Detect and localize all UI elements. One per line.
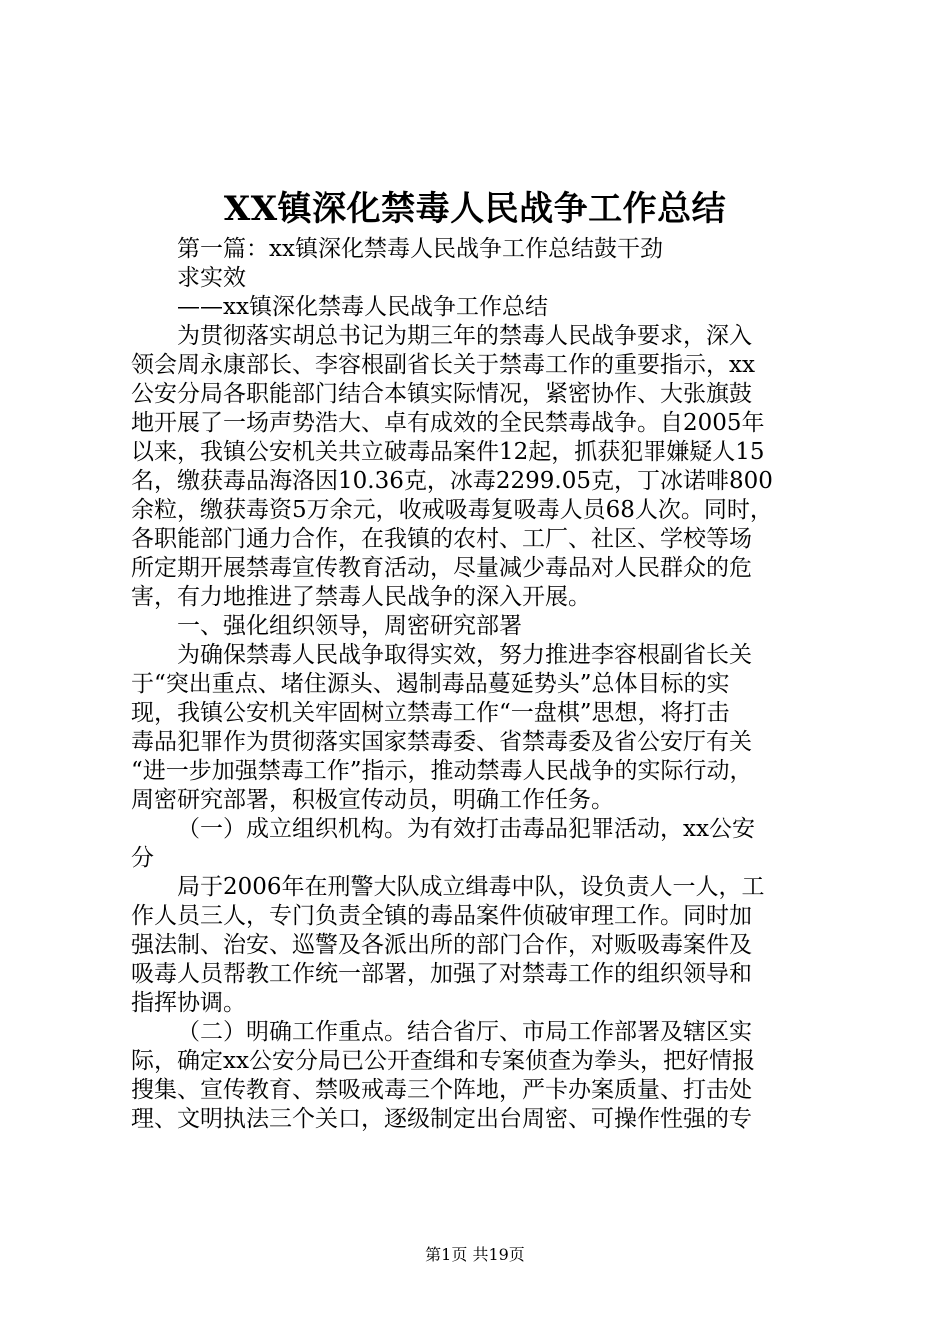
text-line: 搜集、宣传教育、禁吸戒毒三个阵地，严卡办案质量、打击处 [131, 1077, 752, 1103]
text-line: 于“突出重点、堵住源头、遏制毒品蔓延势头”总体目标的实 [131, 671, 730, 697]
text-line: 强法制、治安、巡警及各派出所的部门合作，对贩吸毒案件及 [131, 932, 752, 958]
text-line: 现，我镇公安机关牢固树立禁毒工作“一盘棋”思想，将打击 [131, 700, 730, 726]
document-title: XX镇深化禁毒人民战争工作总结 [223, 189, 727, 229]
text-line: 求实效 [177, 265, 246, 291]
text-line: 为贯彻落实胡总书记为期三年的禁毒人民战争要求，深入 [177, 323, 752, 349]
text-line: 指挥协调。 [131, 990, 246, 1016]
text-line: 分 [131, 845, 154, 871]
text-line: 各职能部门通力合作，在我镇的农村、工厂、社区、学校等场 [131, 526, 752, 552]
text-line: 理、文明执法三个关口，逐级制定出台周密、可操作性强的专 [131, 1106, 752, 1132]
page-footer: 第1页 共19页 [425, 1245, 525, 1264]
text-line: 害，有力地推进了禁毒人民战争的深入开展。 [131, 584, 591, 610]
text-line: 局于2006年在刑警大队成立缉毒中队，设负责人一人，工 [177, 874, 765, 900]
text-line: 地开展了一场声势浩大、卓有成效的全民禁毒战争。自2005年 [131, 410, 765, 436]
text-line: 周密研究部署，积极宣传动员，明确工作任务。 [131, 787, 614, 813]
text-line: 第一篇：xx镇深化禁毒人民战争工作总结鼓干劲 [177, 236, 663, 262]
text-line: 公安分局各职能部门结合本镇实际情况，紧密协作、大张旗鼓 [131, 381, 752, 407]
text-line: ——xx镇深化禁毒人民战争工作总结 [177, 294, 548, 320]
text-line: 余粒，缴获毒资5万余元，收戒吸毒复吸毒人员68人次。同时， [131, 497, 773, 523]
text-line: （一）成立组织机构。为有效打击毒品犯罪活动，xx公安 [177, 816, 755, 842]
text-line: 作人员三人，专门负责全镇的毒品案件侦破审理工作。同时加 [131, 903, 752, 929]
text-line: （二）明确工作重点。结合省厅、市局工作部署及辖区实 [177, 1019, 752, 1045]
text-line: 以来，我镇公安机关共立破毒品案件12起，抓获犯罪嫌疑人15 [131, 439, 765, 465]
text-line: 领会周永康部长、李容根副省长关于禁毒工作的重要指示，xx [131, 352, 755, 378]
text-line: 名，缴获毒品海洛因10.36克，冰毒2299.05克，丁冰诺啡800 [131, 468, 773, 494]
text-line: 毒品犯罪作为贯彻落实国家禁毒委、省禁毒委及省公安厅有关 [131, 729, 752, 755]
text-line: 际，确定xx公安分局已公开查缉和专案侦查为拳头，把好情报 [131, 1048, 755, 1074]
document-body [131, 235, 831, 1134]
text-line: 一、强化组织领导，周密研究部署 [177, 613, 522, 639]
text-line: 为确保禁毒人民战争取得实效，努力推进李容根副省长关 [177, 642, 752, 668]
text-line: 吸毒人员帮教工作统一部署，加强了对禁毒工作的组织领导和 [131, 961, 752, 987]
text-line: 所定期开展禁毒宣传教育活动，尽量减少毒品对人民群众的危 [131, 555, 752, 581]
text-line: “进一步加强禁毒工作”指示，推动禁毒人民战争的实际行动， [131, 758, 753, 784]
